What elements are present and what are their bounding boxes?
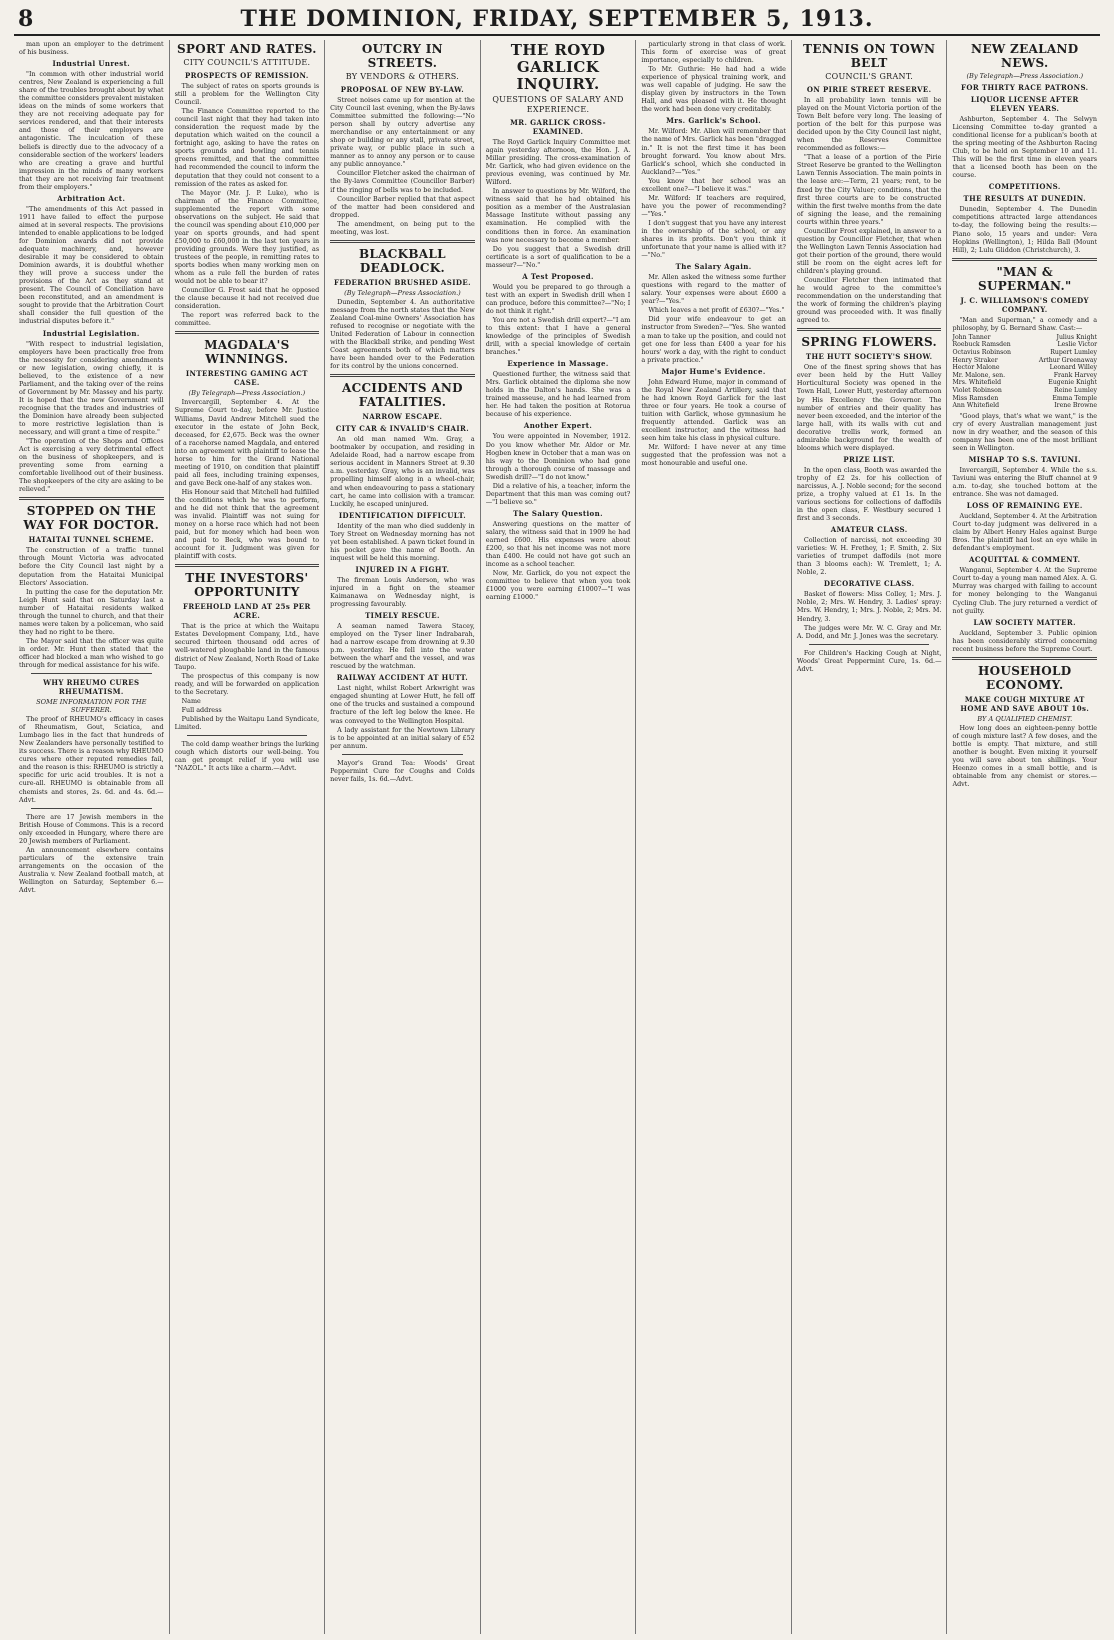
- article-text: Now, Mr. Garlick, do you not expect the committee to believe that when you took £1000 you were earning £1000?—"I was earning £1000.": [485, 569, 631, 602]
- subheading: THE RESULTS AT DUNEDIN.: [963, 194, 1086, 204]
- advert-text: Published by the Waitapu Land Syndicate, Limited.: [174, 714, 320, 731]
- section-heading: DECORATIVE CLASS.: [823, 579, 915, 589]
- article-text: Street noises came up for mention at the City Council last evening, when the By-laws Committee submitted the following:—"No person shall by outcry advertise any merchandise or any entertainment or any shop or building or any stall, private street, private way, or public place in such a manner as to annoy any person or to cause any public annoyance.": [330, 96, 475, 169]
- advert-subheading: MAKE COUGH MIXTURE AT HOME AND SAVE ABOUT 10s.: [960, 694, 1090, 713]
- article-text: The Finance Committee reported to the council last night that they had taken into consideration the request made by the deputation which waited on the council a fortnight ago, asking to have the rates on sports grounds and bowling and tennis greens remitted, and that the committee had recommended the council to inform the deputation that they could not consent to a remission of the rates as asked for.: [174, 107, 320, 188]
- article-text: Identity of the man who died suddenly in Tory Street on Wednesday morning has not yet been established. A pawn ticket found in his pocket gave the name of Booth. An inquest will be held this morning.: [330, 521, 475, 562]
- advert-headline: HOUSEHOLD ECONOMY.: [978, 663, 1072, 692]
- subheading: J. C. WILLIAMSON'S COMEDY COMPANY.: [960, 295, 1089, 314]
- subheading: CITY CAR & INVALID'S CHAIR.: [335, 424, 470, 434]
- page-number: 8: [18, 6, 34, 32]
- article-text: The subject of rates on sports grounds is still a problem for the Wellington City Council.: [174, 82, 320, 107]
- article-text: "With respect to industrial legislation, employers have been practically free from the necessity for considering amendments or new legislation, owing chiefly, it is believed, to the existence of a new Parliament, and the taking over of the reins of Government by Mr. Massey and his party. It is hoped that the new Government will recognise that the trades and industries of the Dominion have already been subjected to more restrictive legislation than is necessary, and will grant a time of respite.": [19, 339, 164, 437]
- advert-text: The cold damp weather brings the lurking cough which distorts our well-being. You can get prompt relief if you will use "NAZOL." It acts like a charm.—Advt.: [174, 739, 320, 773]
- article-text: A seaman named Tawera Stacey, employed on the Tyser liner Indrabarah, had a narrow escape from drowning at 9.30 p.m. yesterday. He fell into the water between the wharf and the vessel, and was rescued by the watchman.: [330, 622, 475, 671]
- article-text: One of the finest spring shows that has ever been held by the Hutt Valley Horticultural Society was opened in the Town Hall, Lower Hutt, yesterday afternoon by His Excellency the Governor. The number of entries and their quality has never been exceeded, and the interior of the large hall, with its walls with cut and decorative trellis work, formed an admirable background for the wealth of blooms which were displayed.: [796, 363, 942, 452]
- column-6: [792, 40, 948, 1634]
- article-text: Councillor Frost explained, in answer to a question by Councillor Fletcher, that when the Wellington Lawn Tennis Association had got their portion of the ground, there would still be room on the eight acres left for children's playing ground.: [796, 226, 942, 275]
- article-text: Invercargill, September 4. While the s.s. Taviuni was entering the Bluff channel at 9 a.m. to-day, she touched bottom at the entrance. She was not damaged.: [952, 465, 1098, 499]
- article-text: In putting the case for the deputation Mr. Leigh Hunt said that on Saturday last a number of Hataitai residents walked through the tunnel to church, and that their names were taken by a policeman, who said they had no right to be there.: [19, 587, 164, 636]
- subheading: NARROW ESCAPE.: [362, 412, 443, 422]
- cast-role: John Tanner: [952, 333, 991, 341]
- column-2: [170, 40, 326, 1634]
- article-text: Wanganui, September 4. At the Supreme Court to-day a young man named Alex. A. G. Murray was charged with failing to account for money belonging to the Wanganui Cycling Club. The jury returned a verdict of not guilty.: [952, 566, 1098, 615]
- article-text: His Honour said that Mitchell had fulfilled the conditions which he was to perform, and he did not think that the agreement was invalid. Plaintiff was not suing for money on a horse race which had not been paid, but for money which had been won and paid to Beck, who was bound to account for it. Judgment was given for plaintiff with costs.: [174, 487, 320, 561]
- subheading: BY VENDORS & OTHERS.: [345, 72, 460, 81]
- cast-actor: Rupert Lumley: [1050, 348, 1098, 356]
- subheading: QUESTIONS OF SALARY AND EXPERIENCE.: [492, 95, 624, 114]
- article-text: Did a relative of his, a teacher, inform the Department that this man was coming out?—"I believe so.": [485, 481, 631, 506]
- coupon-address: Full address: [181, 705, 222, 714]
- divider: [797, 328, 942, 331]
- cast-actor: Frank Harvey: [1053, 371, 1098, 379]
- article-text: An old man named Wm. Gray, a bootmaker by occupation, and residing in Adelaide Road, had a narrow escape from serious accident in Manners Street at 9.30 a.m. yesterday. Gray, who is an invalid, was propelling himself along in a wheel-chair, and when endeavouring to pass a stationary cart, he came into collision with a tramcar. Luckily, he escaped uninjured.: [330, 435, 475, 508]
- article-text: You know that her school was an excellent one?—"I believe it was.": [641, 176, 786, 193]
- column-1: [14, 40, 170, 1634]
- article-text: The report was referred back to the committee.: [174, 311, 320, 328]
- headline: THE ROYD GARLICK INQUIRY.: [510, 41, 606, 93]
- article-text: There are 17 Jewish members in the British House of Commons. This is a record only exceeded in Hungary, where there are 20 Jewish members of Parliament.: [19, 812, 164, 845]
- article-text: Ashburton, September 4. The Selwyn Licensing Committee to-day granted a conditional license for a publican's booth at the spring meeting of the Ashburton Racing Club, to be held on September 10 and 11. This will be the first time in eleven years that a licensed booth has been on the course.: [952, 115, 1098, 180]
- cast-role: Henry Straker: [952, 356, 998, 364]
- cast-row: [952, 379, 1097, 387]
- cast-actor: Reine Lumley: [1054, 386, 1098, 394]
- article-text: Auckland, September 3. Public opinion has been considerably stirred concerning recent business before the Supreme Court.: [952, 628, 1098, 653]
- subheading: INJURED IN A FIGHT.: [355, 564, 450, 574]
- article-text: An announcement elsewhere contains particulars of the extensive train arrangements on the occasion of the Australia v. New Zealand football match, at Wellington on Saturday, September 6.—Advt.: [19, 845, 164, 895]
- advert-headline: THE INVESTORS' OPPORTUNITY: [185, 571, 309, 600]
- article-text: Which leaves a net profit of £630?—"Yes.": [648, 306, 785, 315]
- cast-actor: Eugenie Knight: [1048, 379, 1098, 387]
- subheading: PROPOSAL OF NEW BY-LAW.: [340, 85, 465, 94]
- article-text: The Mayor (Mr. J. P. Luke), who is chairman of the Finance Committee, supplemented the report with some observations on the subject. He said that the council was spending about £10,000 per year on sports grounds, and had spent £50,000 to £60,000 in the last ten years in providing grounds. Were they justified, as trustees of the people, in remitting rates to sports bodies when many working men on whom as a rule fell the burden of rates would not be able to bear it?: [174, 188, 320, 286]
- section-heading: LOSS OF REMAINING EYE.: [966, 501, 1083, 511]
- article-text: The Mayor said that the officer was quite in order. Mr. Hunt then stated that the officer had blocked a man who wished to go through for medical assistance for his wife.: [19, 636, 164, 670]
- article-text: Mr. Wilford: If teachers are required, have you the power of recommending?—"Yes.": [641, 193, 786, 218]
- section-heading: Another Expert.: [523, 421, 593, 431]
- advert-text: For Children's Hacking Cough at Night, Woods' Great Peppermint Cure, 1s. 6d.—Advt.: [796, 648, 942, 673]
- divider: [187, 735, 308, 736]
- section-heading: Industrial Unrest.: [52, 59, 131, 69]
- subheading: CITY COUNCIL'S ATTITUDE.: [183, 58, 311, 67]
- article-text: The Royd Garlick Inquiry Committee met again yesterday afternoon, the Hon. J. A. Millar presiding. The cross-examination of Mr. Garlick, who had given evidence on the previous evening, was continued by Mr. Wilford.: [485, 138, 631, 187]
- advert-subheading: FREEHOLD LAND AT 25s PER ACRE.: [183, 602, 311, 621]
- divider: [31, 808, 152, 809]
- coupon-name: Name: [181, 696, 201, 705]
- column-7: [947, 40, 1102, 1634]
- divider: [952, 258, 1097, 261]
- subheading: RAILWAY ACCIDENT AT HUTT.: [336, 673, 469, 683]
- cast-row: [952, 357, 1097, 365]
- subheading: HATAITAI TUNNEL SCHEME.: [28, 535, 154, 545]
- byline: (By Telegraph—Press Association.): [966, 72, 1084, 80]
- cast-role: Miss Ramsden: [952, 394, 999, 402]
- section-heading: PRIZE LIST.: [843, 454, 895, 464]
- subheading: FEDERATION BRUSHED ASIDE.: [333, 277, 471, 287]
- advert-byline: BY A QUALIFIED CHEMIST.: [977, 714, 1073, 723]
- advert-text: Mayor's Grand Tea: Woods' Great Peppermint Cure for Coughs and Colds never fails, 1s. 6d.—Advt.: [330, 758, 475, 783]
- article-text: In the open class, Booth was awarded the trophy of £2 2s. for his collection of narcissus, A. J. Noble second; for the second prize, a trophy valued at £1 1s. In the various sections for collections of daffodils in the open class, F. Westbury secured 1 first and 3 seconds.: [796, 465, 942, 523]
- cast-role: Mrs. Whitefield: [952, 379, 1002, 387]
- article-text: Councillor Fletcher then intimated that he would agree to the committee's recommendation on the understanding that the work of forming the children's playing ground was proceeded with. It was finally agreed to.: [796, 276, 942, 325]
- cast-role: Mr. Malone, sen.: [952, 371, 1006, 379]
- article-text: Did your wife endeavour to get an instructor from Sweden?—"Yes. She wanted a man to take up the position, and could not get one for less than £400 a year for his hours' work a day, with the right to conduct a private practice.": [641, 315, 786, 364]
- newspaper-title: THE DOMINION, FRIDAY, SEPTEMBER 5, 1913.: [240, 6, 874, 32]
- article-text: "The amendments of this Act passed in 1911 have failed to effect the purpose aimed at in several respects. The provisions intended to enable applications to be lodged for Dominion awards did not provide adequate machinery, and, however desirable it may be considered to obtain Dominion awards, it is doubtful whether they will prove a success under the provisions of the Act as they stand at present. The Council of Conciliation have been reconstituted, and an amendment is sought to provide that the Arbitration Court shall consider the full question of the industrial disputes before it.": [19, 204, 164, 326]
- article-text: The amendment, on being put to the meeting, was lost.: [330, 219, 475, 236]
- cast-list: [952, 334, 1097, 410]
- cast-row: [952, 372, 1097, 380]
- article-text: Dunedin, September 4. The Dunedin competitions attracted large attendances to-day, the following being the results:—Piano solo, 15 years and under: Vera Hopkins (Wellington), 1; Hilda Ball (Mount Hill), 2; Lulu Gliddon (Christchurch), 3.: [952, 205, 1098, 254]
- section-heading: Experience in Massage.: [507, 359, 609, 369]
- column-3: [325, 40, 481, 1634]
- article-text: Invercargill, September 4. At the Supreme Court to-day, before Mr. Justice Williams, David Andrew Mitchell sued the executor in the estate of John Beck, deceased, for £2,675. Beck was the owner of a racehorse named Magdala, and entered into an agreement with plaintiff to lease the horse to him for the Grand National meeting of 1910, on condition that plaintiff paid all fees, including training expenses, and gave Beck one-half of any stakes won.: [174, 398, 320, 487]
- article-text: Questioned further, the witness said that Mrs. Garlick obtained the diploma she now holds in the Dalton's hands. She was a trained masseuse, and he had learned from her. He had taken the position at Rotorua because of his experience.: [485, 370, 631, 419]
- article-text: Collection of narcissi, not exceeding 30 varieties: W. H. Frethey, 1; F. Smith, 2. Six varieties of trumpet daffodils (not more than 3 blooms each): W. Tremlett, 1; A. Noble, 2.: [796, 536, 942, 577]
- article-text: Answering questions on the matter of salary, the witness said that in 1909 he had earned £600. His expenses were about £200, so that his net income was not more than £400. He could not have got such an income as a school teacher.: [485, 519, 631, 569]
- cast-row: [952, 341, 1097, 349]
- divider: [342, 754, 463, 755]
- article-text: Basket of flowers: Miss Colley, 1; Mrs. J. Noble, 2; Mrs. W. Hendry, 3. Ladies' spray: Mrs. W. Hendry, 1; Mrs. J. Noble, 2; Mrs. M. Hendry, 3.: [796, 590, 942, 623]
- cast-role: Violet Robinson: [952, 386, 1002, 394]
- article-text: "Good plays, that's what we want," is the cry of every Australian management just now in dry weather, and the season of this company has been one of the most brilliant seen in Wellington.: [952, 411, 1098, 452]
- subheading: INTERESTING GAMING ACT CASE.: [185, 369, 308, 388]
- subheading: MR. GARLICK CROSS-EXAMINED.: [510, 118, 606, 136]
- divider: [175, 564, 320, 567]
- article-text: "That a lease of a portion of the Pirie Street Reserve be granted to the Wellington Lawn Tennis Association. The main points in the lease are:—Term, 21 years; rent, to be fixed by the City Valuer; conditions, that the first three courts are to be constructed within the first twelve months from the date of signing the lease, and the remaining courts within three years.": [796, 153, 942, 226]
- advert-text: That is the price at which the Waitapu Estates Development Company, Ltd., have secured thirteen thousand odd acres of well-watered ploughable land in the famous district of New Zealand, North Road of Lake Taupo.: [174, 622, 320, 671]
- article-text: To Mr. Guthrie: He had had a wide experience of physical training work, and was well capable of judging. He saw the display given by instructors in the Town Hall, and was pleased with it. He thought the work had been done very creditably.: [641, 65, 786, 114]
- article-text: Councillor Fletcher asked the chairman of the By-laws Committee (Councillor Barber) if the ringing of bells was to be included.: [330, 169, 475, 194]
- headline: "MAN & SUPERMAN.": [978, 264, 1072, 293]
- article-text: Councillor G. Frost said that he opposed the clause because it had not received due consideration.: [174, 286, 320, 311]
- article-text: Auckland, September 4. At the Arbitration Court to-day judgment was delivered in a claim by Albert Henry Hales against Burge Bros. The plaintiff had lost an eye while in defendant's employment.: [952, 512, 1098, 553]
- headline: SPRING FLOWERS.: [801, 335, 937, 350]
- column-4: [481, 40, 637, 1634]
- subheading: PROSPECTS OF REMISSION.: [185, 71, 309, 80]
- article-text: You were appointed in November, 1912. Do you know whether Mr. Aldor or Mr. Hogben knew in October that a man was on his way to the Dominion who had gone through a thorough course of massage and Swedish drill?—"I do not know.": [485, 432, 631, 481]
- cast-role: Roebuck Ramsden: [952, 341, 1011, 349]
- article-text: Mr. Wilford: I have never at any time suggested that the profession was not a most honourable and useful one.: [641, 443, 786, 468]
- divider: [952, 657, 1097, 660]
- cast-actor: Irene Browne: [1054, 402, 1098, 410]
- subheading: TIMELY RESCUE.: [365, 611, 440, 621]
- article-text: In answer to questions by Mr. Wilford, the witness said that he had obtained his position as a member of the Australasian Massage Institute without passing any examination. He complied with the conditions then in force. An examination was now necessary to become a member.: [485, 187, 631, 244]
- cast-role: Ann Whitefield: [952, 402, 1000, 410]
- advert-text: The prospectus of this company is now ready, and will be forwarded on application to the Secretary.: [174, 671, 320, 696]
- headline: NEW ZEALAND NEWS.: [971, 42, 1079, 70]
- cast-row: [952, 387, 1097, 395]
- article-text: man upon an employer to the detriment of his business.: [19, 40, 164, 57]
- article-text: "Man and Superman," a comedy and a philosophy, by G. Bernard Shaw. Cast:—: [952, 315, 1098, 332]
- section-heading: A Test Proposed.: [522, 271, 594, 281]
- section-heading: ACQUITTAL & COMMENT.: [969, 555, 1081, 565]
- article-text: "The operation of the Shops and Offices Act is exercising a very detrimental effect on the business of shopkeepers, and is preventing some from earning a comfortable livelihood out of their business. The shopkeepers of the city are asking to be relieved.": [19, 437, 164, 494]
- cast-row: [952, 364, 1097, 372]
- columns: [14, 40, 1102, 1634]
- article-text: A lady assistant for the Newtown Library is to be appointed at an initial salary of £52 per annum.: [330, 725, 475, 750]
- cast-row: [952, 402, 1097, 410]
- divider: [19, 497, 164, 500]
- article-text: Would you be prepared to go through a test with an expert in Swedish drill when I can produce, before this committee?—"No; I do not think it right.": [485, 282, 631, 315]
- advert-heading: WHY RHEUMO CURES RHEUMATISM.: [43, 678, 140, 697]
- subheading: COUNCIL'S GRANT.: [825, 72, 914, 81]
- byline: (By Telegraph—Press Association.): [344, 288, 461, 297]
- cast-actor: Emma Temple: [1052, 394, 1098, 402]
- article-text: Mr. Wilford: Mr. Allen will remember that the name of Mrs. Garlick has been "dragged in." It is not the first time it has been brought forward. You know about Mrs. Garlick's school, which she conducted in Auckland?—"Yes.": [641, 127, 786, 176]
- cast-actor: Julius Knight: [1056, 333, 1098, 341]
- headline: STOPPED ON THE WAY FOR DOCTOR.: [23, 504, 160, 533]
- article-text: particularly strong in that class of work. This form of exercise was of great importance, especially to children.: [641, 40, 786, 65]
- article-text: "In common with other industrial world centres, New Zealand is experiencing a full share of the troubles brought about by what the committee considers prevalent mistaken ideas on the minds of some workers that they are not receiving adequate pay for services rendered, and that their interests and those of their employers are antagonistic. The inculcation of these beliefs is directly due to the advocacy of a considerable section of the workers' leaders who are creating a grave and hurtful impression in the minds of many workers that they are not receiving fair treatment from their employers.": [19, 70, 164, 191]
- masthead: [14, 4, 1100, 36]
- divider: [31, 673, 152, 674]
- headline: SPORT AND RATES.: [176, 42, 317, 56]
- subheading: IDENTIFICATION DIFFICULT.: [338, 510, 467, 520]
- cast-row: [952, 334, 1097, 342]
- divider: [809, 644, 930, 645]
- article-text: John Edward Hume, major in command of the Royal New Zealand Artillery, said that he had known Royd Garlick for the last three or four years. He took a course of tuition with Garlick, whose gymnasium he frequently attended. Garlick was an excellent instructor, and the witness had seen him take his class in physical culture.: [641, 377, 786, 443]
- article-text: Do you suggest that a Swedish drill certificate is a sort of qualification to be a masseur?—"No.": [485, 244, 631, 269]
- cast-actor: Leonard Willey: [1049, 364, 1098, 372]
- cast-row: [952, 349, 1097, 357]
- cast-actor: Leslie Victor: [1057, 341, 1098, 349]
- subheading: FOR THIRTY RACE PATRONS.: [960, 83, 1089, 92]
- divider: [330, 374, 475, 377]
- subheading: THE HUTT SOCIETY'S SHOW.: [805, 352, 933, 362]
- cast-role: Octavius Robinson: [952, 348, 1011, 356]
- article-text: The construction of a traffic tunnel through Mount Victoria was advocated before the City Council last night by a deputation from the Hataitai Municipal Electors' Association.: [19, 546, 164, 587]
- section-heading: The Salary Again.: [675, 262, 752, 272]
- divider: [175, 331, 320, 334]
- headline: OUTCRY IN STREETS.: [361, 42, 443, 70]
- article-text: In all probability lawn tennis will be played on the Mount Victoria portion of the Town Belt before very long. The leasing of portion of the belt for this purpose was decided upon by the City Council last night, when the Reserves Committee recommended as follows:—: [796, 96, 942, 153]
- cast-actor: Arthur Greenaway: [1038, 356, 1098, 364]
- advert-text: How long does an eighteen-penny bottle of cough mixture last? A few doses, and the bottle is empty. That mixture, and still another is bought. Even mixing it yourself you will save about ten shillings. Your Heenzo comes in a small bottle, and is obtainable from any chemist or stores.—Advt.: [952, 723, 1098, 789]
- section-heading: COMPETITIONS.: [988, 182, 1061, 192]
- article-text: Councillor Barber replied that that aspect of the matter had been considered and dropped.: [330, 194, 475, 219]
- byline: (By Telegraph—Press Association.): [188, 389, 306, 398]
- advert-subheading: SOME INFORMATION FOR THE SUFFERER.: [36, 698, 147, 715]
- article-text: The fireman Louis Anderson, who was injured in a fight on the steamer Kaimanawa on Wednesday night, is progressing favourably.: [330, 575, 475, 609]
- section-heading: Industrial Legislation.: [42, 328, 140, 338]
- section-heading: AMATEUR CLASS.: [830, 525, 908, 535]
- headline: BLACKBALL DEADLOCK.: [358, 246, 446, 275]
- headline: ACCIDENTS AND FATALITIES.: [341, 381, 463, 410]
- article-text: You are not a Swedish drill expert?—"I am to this extent: that I have a general knowledge of the principles of Swedish drill, with a special knowledge of certain branches.": [485, 315, 631, 357]
- subheading: ON PIRIE STREET RESERVE.: [806, 85, 932, 94]
- article-text: I don't suggest that you have any interest in the ownership of the school, or any shares in its profits. Don't you think it unfortunate that your name is allied with it?—"No.": [641, 218, 786, 260]
- article-text: Dunedin, September 4. An authoritative message from the north states that the New Zealand Coal-mine Owners' Association has refused to recognise or negotiate with the United Federation of Labour in connection with the Blackball strike, and pending West Coast agreements both of which matters have been handed over to the Federation for its control by the unions concerned.: [330, 297, 475, 371]
- cast-role: Hector Malone: [952, 364, 1000, 372]
- section-heading: MISHAP TO S.S. TAVIUNI.: [968, 454, 1081, 464]
- column-5: [636, 40, 792, 1634]
- divider: [330, 240, 475, 243]
- article-text: Mr. Allen asked the witness some further questions with regard to the matter of salary. Your expenses were about £600 a year?—"Yes.": [641, 273, 786, 306]
- section-heading: LAW SOCIETY MATTER.: [973, 617, 1076, 627]
- headline: TENNIS ON TOWN BELT: [803, 42, 936, 70]
- article-text: The judges were Mr. W. C. Gray and Mr. A. Dodd, and Mr. J. Jones was the secretary.: [796, 623, 942, 640]
- section-heading: Arbitration Act.: [57, 193, 126, 203]
- advert-text: The proof of RHEUMO's efficacy in cases of Rheumatism, Gout, Sciatica, and Lumbago lies in the fact that hundreds of New Zealanders have personally testified to its success. There is a reason why RHEUMO cures where other reputed remedies fail, and the reason is this: RHEUMO is strictly a specific for uric acid troubles. It is not a cure-all. RHEUMO is obtainable from all chemists and stores, 2s. 6d. and 4s. 6d.—Advt.: [19, 715, 164, 804]
- headline: MAGDALA'S WINNINGS.: [204, 338, 290, 367]
- section-heading: Major Hume's Evidence.: [661, 366, 766, 376]
- subheading: LIQUOR LICENSE AFTER ELEVEN YEARS.: [970, 95, 1079, 113]
- section-heading: Mrs. Garlick's School.: [666, 116, 762, 126]
- section-heading: The Salary Question.: [513, 508, 603, 518]
- article-text: Last night, whilst Robert Arkwright was engaged shunting at Lower Hutt, he fell off one of the trucks and sustained a compound fracture of the left leg below the knee. He was conveyed to the Wellington Hospital.: [330, 684, 475, 725]
- cast-row: [952, 395, 1097, 403]
